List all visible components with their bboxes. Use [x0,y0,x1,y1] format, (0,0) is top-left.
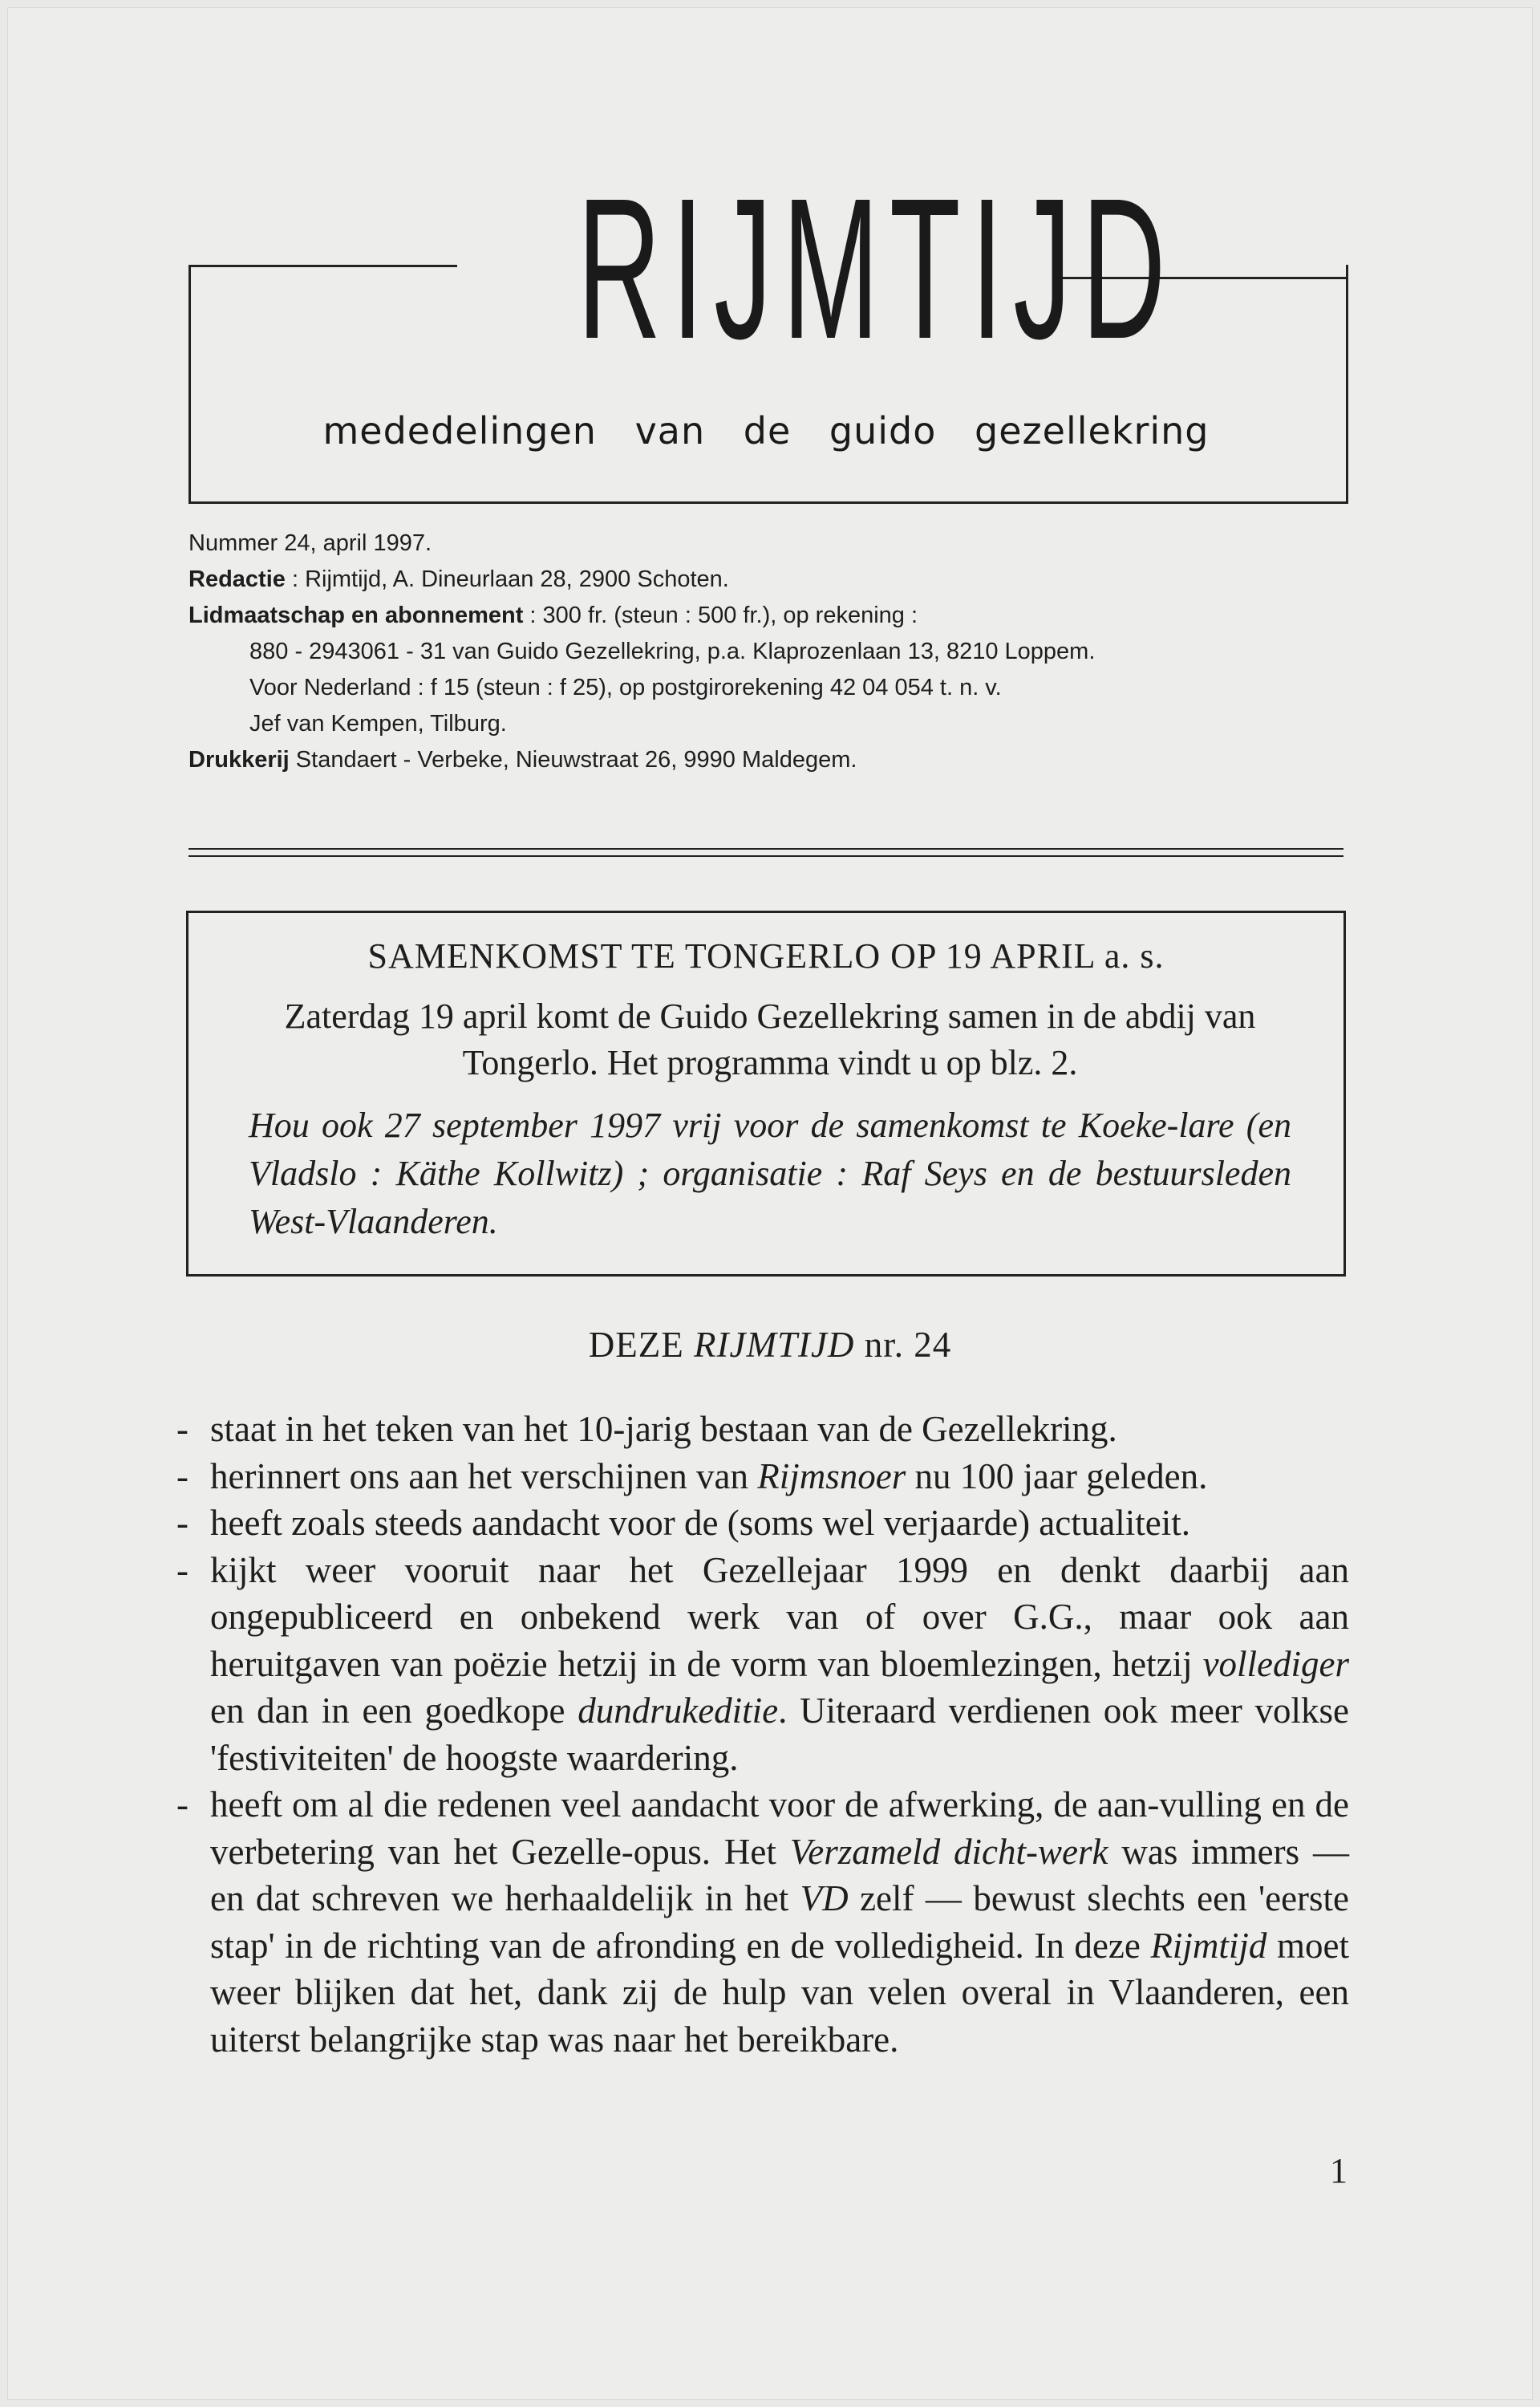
membership-label: Lidmaatschap en abonnement [188,603,524,628]
printer-value: Standaert - Verbeke, Nieuwstraat 26, 9990 Maldegem. [295,747,857,773]
page-number: 1 [1330,2151,1348,2190]
list-dash: - [176,1784,188,1825]
item-text: herinnert ons aan het verschijnen van [210,1455,749,1496]
section-heading [0,1324,1540,1366]
item-text: . Uiteraard verdienen ook meer volkse 'festiviteiten' de hoogste waardering. [210,1691,1349,1778]
item-text: kijkt weer vooruit naar het Gezellejaar 1999 en denkt daarbij aan ongepubliceerd en onbekend werk van of over G.G., maar ook aan heruitgaven van poëzie hetzij in de vorm van bloemlezingen, hetzij [210,1549,1349,1684]
heading-post: nr. 24 [864,1325,952,1365]
item-italic: VD [800,1878,849,1918]
list-dash: - [176,1549,188,1590]
list-item [176,1547,1349,1782]
announcement-title: SAMENKOMST TE TONGERLO OP 19 APRIL a. s. [367,936,1165,976]
item-italic: vollediger [1202,1643,1350,1684]
heading-pre: DEZE [588,1325,684,1365]
list-item [176,1406,1349,1453]
editorial-label: Redactie [188,566,286,592]
membership-line-2: 880 - 2943061 - 31 van Guido Gezellekring, p.a. Klaprozenlaan 13, 8210 Loppem. [249,639,1096,664]
item-text: staat in het teken van het 10-jarig bestaan van de Gezellekring. [210,1409,1117,1449]
item-text: moet weer blijken dat het, dank zij de hulp van velen overal in Vlaanderen, een uiterst belangrijke stap was naar het bereikbare. [210,1925,1349,2060]
contents-list [176,1406,1349,2063]
masthead-subtitle: mededelingen van de guido gezellekring [322,409,1210,453]
list-dash: - [176,1503,188,1543]
membership-value: : 300 fr. (steun : 500 fr.), op rekening : [529,603,918,628]
announcement-paragraph-1: Zaterdag 19 april komt de Guido Gezellekring samen in de abdij van Tongerlo. Het programma vindt u op blz. 2. [284,996,1256,1082]
item-text: heeft om al die redenen veel aandacht voor de afwerking, de aan-vulling en de verbetering van het Gezelle-opus. Het [210,1784,1349,1872]
editorial-value: : Rijmtijd, A. Dineurlaan 28, 2900 Schoten. [291,566,729,592]
colophon [188,526,1360,778]
item-text: en dan in een goedkope [210,1691,565,1731]
membership-line-3: Voor Nederland : f 15 (steun : f 25), op postgirorekening 42 04 054 t. n. v. [249,675,1002,700]
list-item [176,1453,1349,1500]
item-italic: Rijmsnoer [757,1455,906,1496]
announcement-box [186,911,1346,1277]
list-dash: - [176,1455,188,1496]
divider-rule-top [188,848,1343,850]
masthead-logo: RIJMTIJD [577,156,1177,380]
editorial-line [188,562,1360,598]
item-text: was immers — en dat schreven we herhaaldelijk in het [210,1831,1350,1918]
item-italic: Verzameld dicht-werk [789,1831,1108,1872]
list-dash: - [176,1409,188,1449]
list-item [176,1781,1349,2063]
item-text: nu 100 jaar geleden. [914,1455,1208,1496]
issue-line: Nummer 24, april 1997. [188,530,432,556]
printer-label: Drukkerij [188,747,290,773]
printer-line [188,742,1360,778]
heading-italic: RIJMTIJD [694,1325,855,1365]
membership-line [188,598,1360,634]
list-item [176,1500,1349,1547]
item-italic: Rijmtijd [1150,1925,1267,1966]
divider-rule-bottom [188,855,1343,857]
membership-line-4: Jef van Kempen, Tilburg. [249,711,507,737]
item-italic: dundrukeditie [578,1691,779,1731]
announcement-paragraph-2: Hou ook 27 september 1997 vrij voor de samenkomst te Koeke-lare (en Vladslo : Käthe Kollwitz) ; organisatie : Raf Seys en de bestuursleden West-Vlaanderen. [249,1106,1291,1241]
item-text: zelf — bewust slechts een 'eerste stap' in de richting van de afronding en de volledigheid. In deze [210,1878,1350,1966]
item-text: heeft zoals steeds aandacht voor de (soms wel verjaarde) actualiteit. [210,1503,1190,1543]
